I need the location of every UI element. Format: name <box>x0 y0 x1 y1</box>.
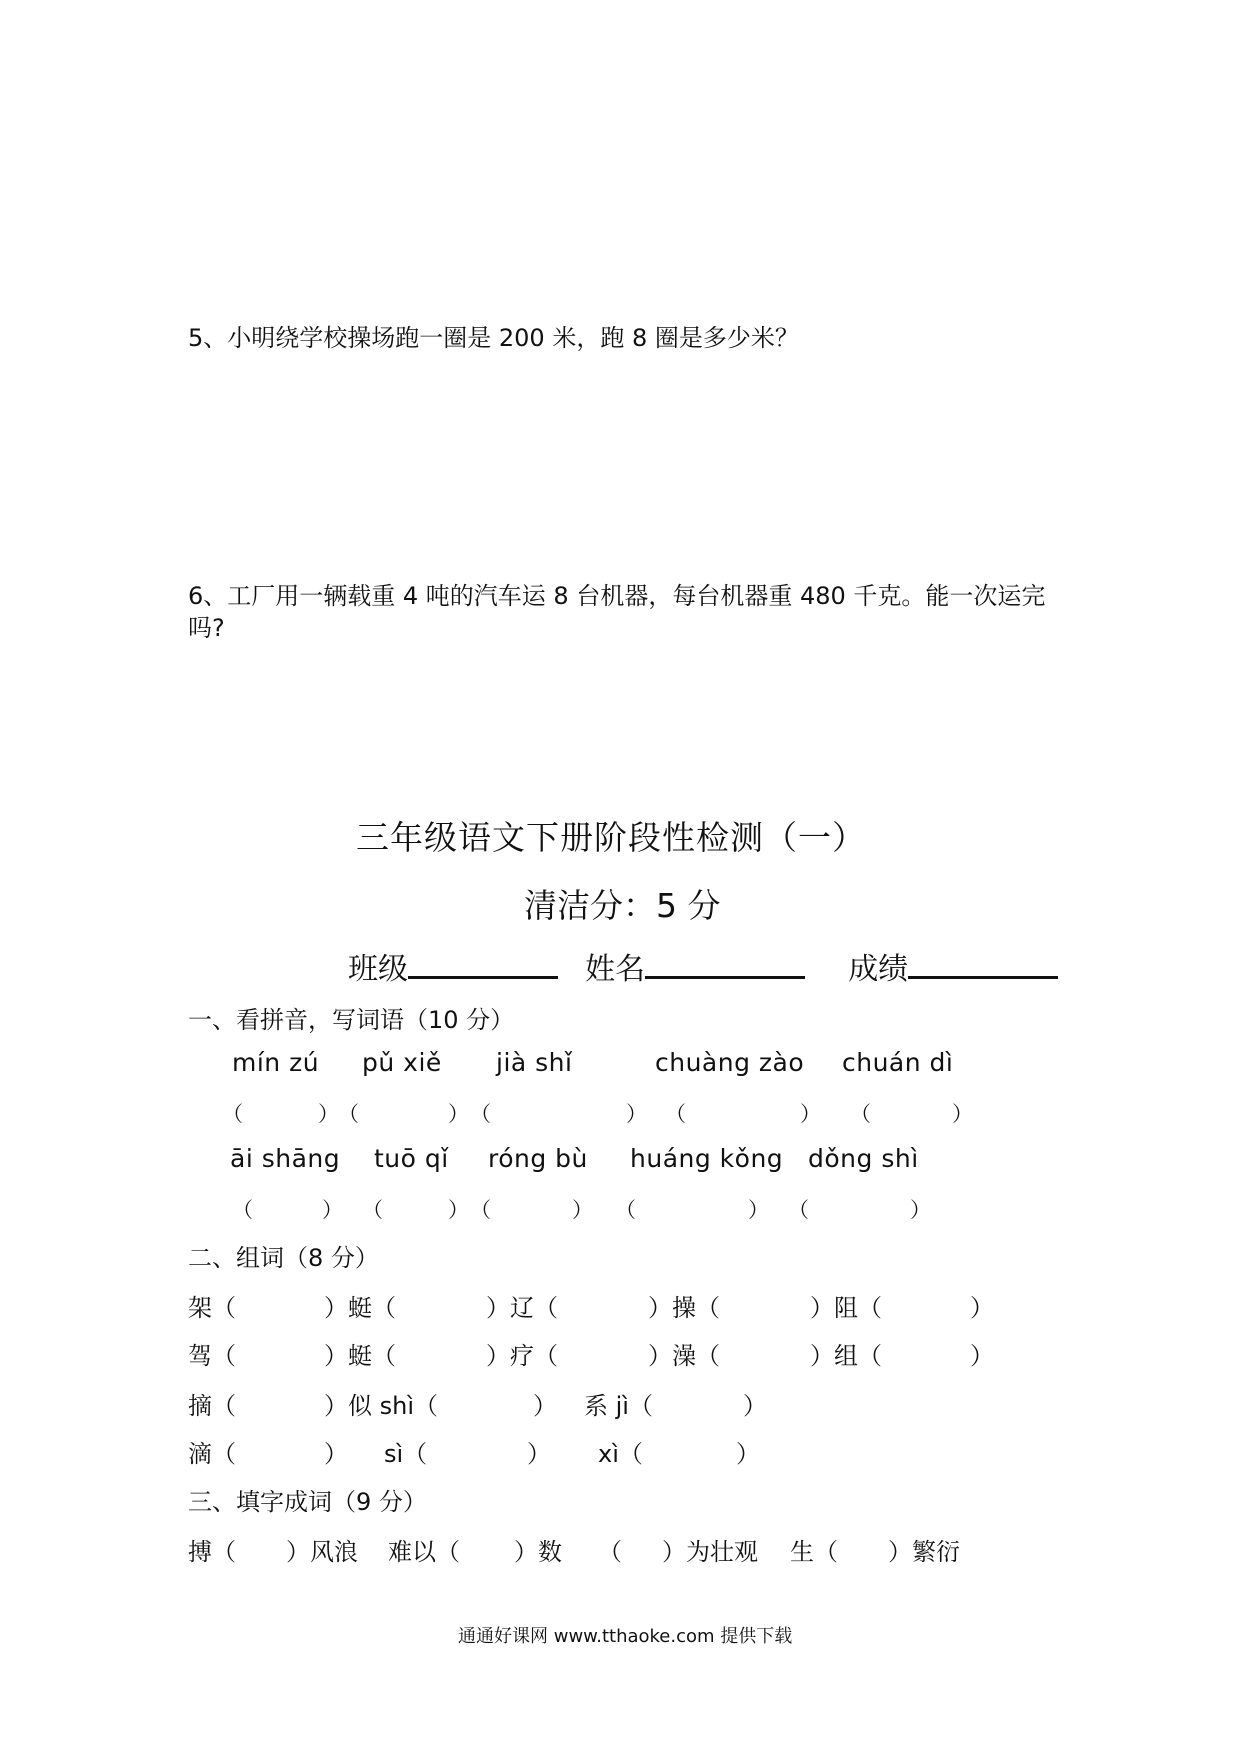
name-blank <box>645 948 805 979</box>
fill-word-cell: ）风浪 <box>286 1538 358 1566</box>
answer-paren-open: （ <box>470 1198 491 1222</box>
fill-word-cell: 难以（ <box>388 1538 460 1566</box>
answer-paren-close: ） <box>318 1102 339 1126</box>
answer-paren-open: （ <box>788 1198 809 1222</box>
answer-paren-open: （ <box>615 1198 636 1222</box>
fill-word-cell: 生（ <box>790 1538 838 1566</box>
pinyin-6: āi shāng <box>230 1144 341 1173</box>
pinyin-4: chuàng zào <box>655 1048 805 1077</box>
word-group-cell: ）操（ <box>648 1294 720 1322</box>
word-group-cell: ）辽（ <box>486 1294 558 1322</box>
section-1-heading: 一、看拼音，写词语（10 分） <box>188 1006 515 1034</box>
answer-paren-open: （ <box>232 1198 253 1222</box>
word-group-cell: ）阻（ <box>810 1294 882 1322</box>
word-group-cell: ） <box>527 1440 551 1468</box>
answer-paren-close: ） <box>800 1102 821 1126</box>
score-blank <box>908 948 1058 979</box>
fill-word-cell: ）繁衍 <box>888 1538 960 1566</box>
name-label: 姓名 <box>585 952 646 987</box>
page-footer: 通通好课网 www.tthaoke.com 提供下载 <box>458 1626 793 1647</box>
exam-subtitle: 清洁分：5 分 <box>524 886 721 925</box>
answer-paren-close: ） <box>448 1198 469 1222</box>
word-group-cell: ） <box>970 1294 994 1322</box>
answer-paren-close: ） <box>448 1102 469 1126</box>
score-label: 成绩 <box>848 952 909 987</box>
answer-paren-open: （ <box>850 1102 871 1126</box>
answer-paren-close: ） <box>572 1198 593 1222</box>
question-6-line1: 6、工厂用一辆载重 4 吨的汽车运 8 台机器，每台机器重 480 千克。能一次运完 <box>188 582 1046 610</box>
word-group-cell: ） <box>533 1392 557 1420</box>
word-group-cell: ） <box>970 1342 994 1370</box>
pinyin-8: róng bù <box>488 1144 588 1173</box>
question-5: 5、小明绕学校操场跑一圈是 200 米，跑 8 圈是多少米？ <box>188 324 799 352</box>
word-group-cell: ） <box>743 1392 767 1420</box>
word-group-cell: 系 jì（ <box>584 1392 653 1420</box>
answer-paren-close: ） <box>322 1198 343 1222</box>
student-info-row <box>348 944 1058 988</box>
pinyin-2: pǔ xiě <box>362 1048 442 1077</box>
fill-word-cell: 搏（ <box>188 1538 236 1566</box>
pinyin-9: huáng kǒng <box>630 1144 784 1173</box>
answer-paren-close: ） <box>952 1102 973 1126</box>
answer-paren-open: （ <box>362 1198 383 1222</box>
pinyin-5: chuán dì <box>842 1048 954 1077</box>
answer-paren-open: （ <box>470 1102 491 1126</box>
fill-word-cell: （ <box>598 1538 622 1566</box>
word-group-cell: ）蜓（ <box>324 1294 396 1322</box>
word-group-cell: 驾（ <box>188 1342 236 1370</box>
word-group-cell: sì（ <box>384 1440 428 1468</box>
pinyin-10: dǒng shì <box>808 1144 919 1173</box>
class-blank <box>408 948 558 979</box>
word-group-cell: 架（ <box>188 1294 236 1322</box>
exam-title: 三年级语文下册阶段性检测（一） <box>356 818 866 857</box>
answer-paren-close: ） <box>626 1102 647 1126</box>
word-group-cell: ）疗（ <box>486 1342 558 1370</box>
answer-paren-close: ） <box>748 1198 769 1222</box>
answer-paren-open: （ <box>665 1102 686 1126</box>
pinyin-1: mín zú <box>232 1048 320 1077</box>
word-group-cell: ）蜓（ <box>324 1342 396 1370</box>
word-group-cell: ）澡（ <box>648 1342 720 1370</box>
pinyin-3: jià shǐ <box>496 1048 573 1077</box>
fill-word-cell: ）为壮观 <box>662 1538 758 1566</box>
section-2-heading: 二、组词（8 分） <box>188 1244 379 1272</box>
word-group-cell: 摘（ <box>188 1392 236 1420</box>
word-group-cell: ） <box>324 1440 348 1468</box>
word-group-cell: ）组（ <box>810 1342 882 1370</box>
answer-paren-open: （ <box>222 1102 243 1126</box>
question-6-line2: 吗? <box>188 614 225 642</box>
word-group-cell: ） <box>736 1440 760 1468</box>
section-3-heading: 三、填字成词（9 分） <box>188 1488 427 1516</box>
word-group-cell: xì（ <box>598 1440 643 1468</box>
pinyin-7: tuō qǐ <box>374 1144 449 1173</box>
answer-paren-close: ） <box>910 1198 931 1222</box>
word-group-cell: ）似 shì（ <box>324 1392 439 1420</box>
answer-paren-open: （ <box>338 1102 359 1126</box>
fill-word-cell: ）数 <box>514 1538 562 1566</box>
class-label: 班级 <box>348 952 408 987</box>
word-group-cell: 滴（ <box>188 1440 236 1468</box>
